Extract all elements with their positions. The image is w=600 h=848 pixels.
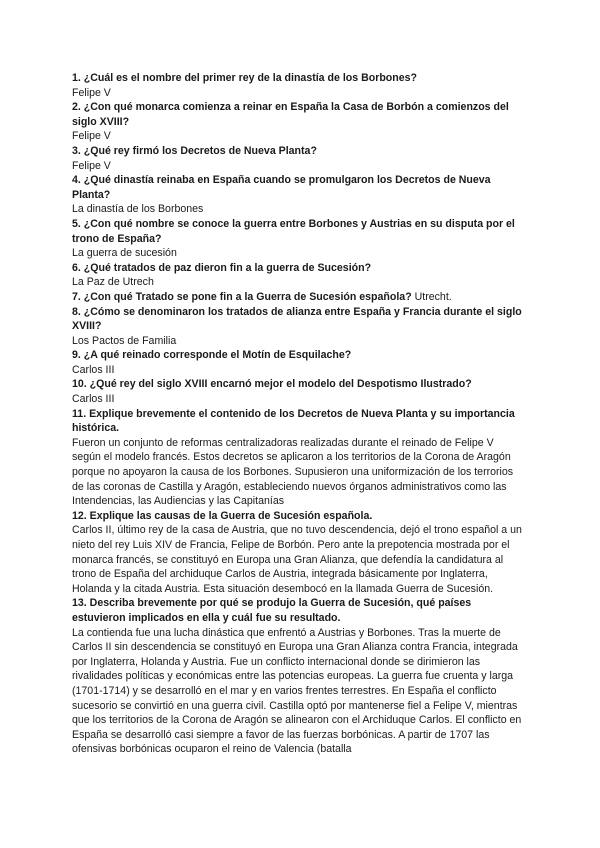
question-6: 6. ¿Qué tratados de paz dieron fin a la guerra de Sucesión? bbox=[72, 261, 372, 274]
answer-4: La dinastía de los Borbones bbox=[72, 203, 204, 216]
question-11: 11. Explique brevemente el contenido de los Decretos de Nueva Planta y su importancia histórica. bbox=[72, 407, 515, 435]
question-12: 12. Explique las causas de la Guerra de Sucesión española. bbox=[72, 509, 373, 522]
answer-11: Fueron un conjunto de reformas centralizadoras realizadas durante el reinado de Felipe V según el modelo francés. Estos decretos se aplicaron a los territorios de la Corona de Aragón porque no apoyaron la causa de los Borbones. Supusieron una uniformización de los terrorios de las coronas de Castilla y Aragón, estableciendo nuevos órganos administrativos como las Intendencias, las Audiencias y las Capitanías bbox=[72, 436, 514, 508]
answer-13: La contienda fue una lucha dinástica que enfrentó a Austrias y Borbones. Tras la muerte de Carlos II sin descendencia se constituyó en Europa una Gran Alianza contra Francia, integrada por Inglaterra, Holanda y Austria. Fue un conflicto internacional donde se dirimieron las rivalidades políticas y económicas entre las potencias europeas. La guerra fue cruenta y larga (1701-1714) y se desarrolló en el mar y en varios frentes terrestres. En España el conflicto sucesorio se convirtió en una guerra civil. Castilla optó por mantenerse fiel a Felipe V, mientras que los territorios de la Corona de Aragón se alinearon con el Archiduque Carlos. El conflicto en España se desarrolló casi siempre a favor de las fuerzas borbónicas. A partir de 1707 las ofensivas borbónicas ocuparon el reino de Valencia (batalla bbox=[72, 626, 522, 756]
answer-5: La guerra de sucesión bbox=[72, 247, 177, 260]
question-4: 4. ¿Qué dinastía reinaba en España cuando se promulgaron los Decretos de Nueva Planta? bbox=[72, 174, 491, 201]
answer-10: Carlos III bbox=[72, 393, 115, 406]
question-8: 8. ¿Cómo se denominaron los tratados de alianza entre España y Francia durante el siglo XVIII? bbox=[72, 305, 522, 333]
answer-8: Los Pactos de Familia bbox=[72, 334, 177, 347]
question-2: 2. ¿Con qué monarca comienza a reinar en España la Casa de Borbón a comienzos del siglo XVIII? bbox=[72, 101, 509, 128]
answer-2: Felipe V bbox=[72, 130, 111, 143]
answer-6: La Paz de Utrech bbox=[72, 276, 154, 289]
answer-1: Felipe V bbox=[72, 86, 111, 99]
question-9: 9. ¿A qué reinado corresponde el Motín de Esquilache? bbox=[72, 349, 352, 362]
question-13: 13. Describa brevemente por qué se produjo la Guerra de Sucesión, qué países estuvieron implicados en ella y cuál fue su resultado. bbox=[72, 597, 472, 624]
answer-9: Carlos III bbox=[72, 363, 115, 376]
document-page bbox=[72, 71, 524, 757]
question-5: 5. ¿Con qué nombre se conoce la guerra entre Borbones y Austrias en su disputa por el trono de España? bbox=[72, 217, 515, 245]
question-7 bbox=[72, 290, 524, 305]
answer-12: Carlos II, último rey de la casa de Austria, que no tuvo descendencia, dejó el trono español a un nieto del rey Luis XIV de Francia, Felipe de Borbón. Pero ante la prepotencia mostrada por el monarca francés, se constituyó en Europa una Gran Alianza, que defendía la candidatura al trono de España del archiduque Carlos de Austria, integrada básicamente por Inglaterra, Holanda y la citada Austria. Esta situación desembocó en la llamada Guerra de Sucesión. bbox=[72, 524, 522, 595]
answer-3: Felipe V bbox=[72, 159, 111, 172]
question-1: 1. ¿Cuál es el nombre del primer rey de la dinastía de los Borbones? bbox=[72, 72, 417, 84]
answer-7: Utrecht. bbox=[411, 290, 452, 303]
question-7-text: 7. ¿Con qué Tratado se pone fin a la Guerra de Sucesión española? bbox=[72, 290, 412, 303]
question-10: 10. ¿Qué rey del siglo XVIII encarnó mejor el modelo del Despotismo Ilustrado? bbox=[72, 378, 472, 391]
question-3: 3. ¿Qué rey firmó los Decretos de Nueva Planta? bbox=[72, 144, 317, 157]
